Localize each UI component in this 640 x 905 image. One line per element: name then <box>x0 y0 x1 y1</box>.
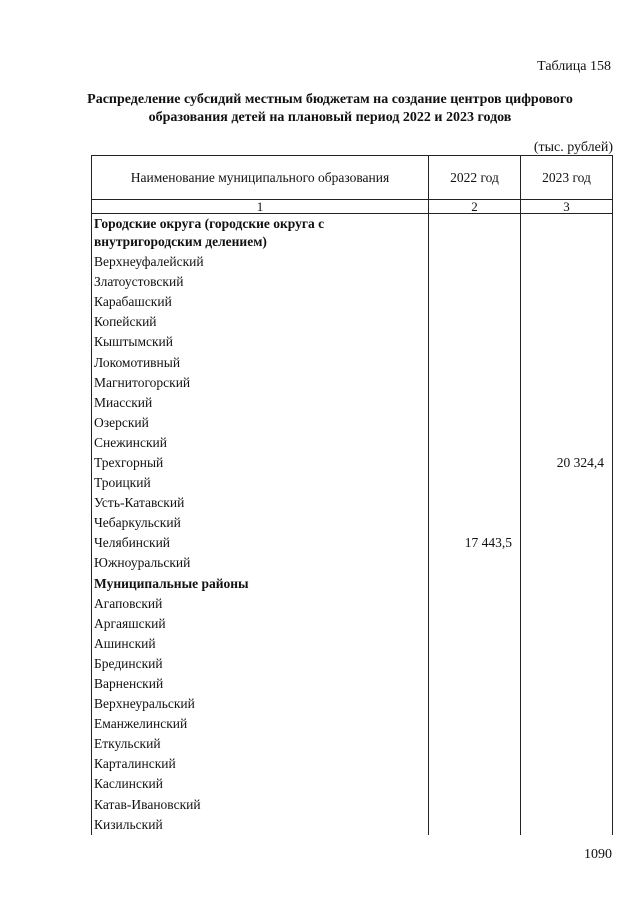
value-2023 <box>521 734 613 754</box>
value-2022 <box>429 513 521 533</box>
value-2022 <box>429 312 521 332</box>
value-2023 <box>521 714 613 734</box>
table-row <box>92 594 613 614</box>
value-2023 <box>521 332 613 352</box>
municipality-name: Муниципальные районы <box>92 574 429 594</box>
value-2023 <box>521 594 613 614</box>
municipality-name: Еткульский <box>92 734 429 754</box>
page-number: 1090 <box>584 847 612 862</box>
municipality-name: Кыштымский <box>92 332 429 352</box>
municipality-name: Верхнеуральский <box>92 694 429 714</box>
value-2022 <box>429 815 521 835</box>
municipality-name: Троицкий <box>92 473 429 493</box>
value-2022 <box>429 714 521 734</box>
document-title: Распределение субсидий местным бюджетам на создание центров цифрового образования детей на плановый период 2022 и 2023 годов <box>87 92 573 125</box>
value-2022 <box>429 292 521 312</box>
value-2022 <box>429 352 521 372</box>
column-header-name: Наименование муниципального образования <box>92 156 429 200</box>
municipality-name: Брединский <box>92 654 429 674</box>
value-2023 <box>521 433 613 453</box>
column-number: 3 <box>521 200 613 214</box>
value-2023: 20 324,4 <box>521 453 613 473</box>
units-label: (тыс. рублей) <box>533 140 613 155</box>
value-2022 <box>429 332 521 352</box>
value-2022 <box>429 393 521 413</box>
municipality-name: Каслинский <box>92 774 429 794</box>
table-label: Таблица 158 <box>537 59 611 74</box>
table-row <box>92 734 613 754</box>
municipality-name: Челябинский <box>92 533 429 553</box>
subsidy-table <box>91 155 613 835</box>
value-2022 <box>429 774 521 794</box>
value-2023 <box>521 493 613 513</box>
value-2023 <box>521 694 613 714</box>
section-row <box>92 214 613 253</box>
municipality-name: Локомотивный <box>92 352 429 372</box>
municipality-name: Усть-Катавский <box>92 493 429 513</box>
table-header-row <box>92 156 613 200</box>
table-row <box>92 654 613 674</box>
table-body <box>92 214 613 835</box>
section-row <box>92 574 613 594</box>
value-2022 <box>429 654 521 674</box>
table-row <box>92 473 613 493</box>
municipality-name: Ашинский <box>92 634 429 654</box>
table-row <box>92 292 613 312</box>
value-2022 <box>429 795 521 815</box>
value-2023 <box>521 373 613 393</box>
column-number: 2 <box>429 200 521 214</box>
value-2023 <box>521 774 613 794</box>
table-row <box>92 433 613 453</box>
value-2023 <box>521 413 613 433</box>
value-2023 <box>521 312 613 332</box>
value-2022 <box>429 373 521 393</box>
column-header-2022: 2022 год <box>429 156 521 200</box>
value-2023 <box>521 214 613 253</box>
table-row <box>92 312 613 332</box>
municipality-name: Златоустовский <box>92 272 429 292</box>
municipality-name: Снежинский <box>92 433 429 453</box>
municipality-name: Чебаркульский <box>92 513 429 533</box>
municipality-name: Миасский <box>92 393 429 413</box>
municipality-name: Копейский <box>92 312 429 332</box>
value-2022 <box>429 453 521 473</box>
municipality-name: Аргаяшский <box>92 614 429 634</box>
value-2022 <box>429 272 521 292</box>
table-row <box>92 453 613 473</box>
value-2022 <box>429 734 521 754</box>
value-2023 <box>521 574 613 594</box>
value-2023 <box>521 473 613 493</box>
table-row <box>92 373 613 393</box>
value-2023 <box>521 252 613 272</box>
table-row <box>92 332 613 352</box>
column-header-2023: 2023 год <box>521 156 613 200</box>
municipality-name: Магнитогорский <box>92 373 429 393</box>
value-2022 <box>429 553 521 573</box>
municipality-name: Катав-Ивановский <box>92 795 429 815</box>
value-2023 <box>521 393 613 413</box>
table-row <box>92 795 613 815</box>
table-row <box>92 694 613 714</box>
table-row <box>92 413 613 433</box>
value-2022 <box>429 694 521 714</box>
value-2023 <box>521 553 613 573</box>
value-2022 <box>429 574 521 594</box>
municipality-name: Городские округа (городские округа с внутригородским делением) <box>92 214 429 253</box>
table-row <box>92 533 613 553</box>
value-2023 <box>521 272 613 292</box>
column-number-row <box>92 200 613 214</box>
value-2022 <box>429 433 521 453</box>
table-row <box>92 774 613 794</box>
value-2023 <box>521 292 613 312</box>
table-row <box>92 493 613 513</box>
value-2023 <box>521 634 613 654</box>
value-2023 <box>521 815 613 835</box>
table-row <box>92 714 613 734</box>
municipality-name: Карталинский <box>92 754 429 774</box>
value-2022 <box>429 252 521 272</box>
municipality-name: Южноуральский <box>92 553 429 573</box>
municipality-name: Кизильский <box>92 815 429 835</box>
table-row <box>92 674 613 694</box>
municipality-name: Трехгорный <box>92 453 429 473</box>
table-row <box>92 352 613 372</box>
value-2023 <box>521 533 613 553</box>
municipality-name: Агаповский <box>92 594 429 614</box>
table-row <box>92 614 613 634</box>
table-row <box>92 634 613 654</box>
value-2023 <box>521 654 613 674</box>
value-2022 <box>429 493 521 513</box>
table-row <box>92 754 613 774</box>
value-2022 <box>429 674 521 694</box>
value-2022 <box>429 413 521 433</box>
municipality-name: Озерский <box>92 413 429 433</box>
value-2023 <box>521 674 613 694</box>
value-2022 <box>429 634 521 654</box>
table-row <box>92 815 613 835</box>
table-row <box>92 252 613 272</box>
municipality-name: Еманжелинский <box>92 714 429 734</box>
value-2022 <box>429 754 521 774</box>
value-2023 <box>521 614 613 634</box>
value-2023 <box>521 513 613 533</box>
column-number: 1 <box>92 200 429 214</box>
table-row <box>92 393 613 413</box>
value-2022: 17 443,5 <box>429 533 521 553</box>
municipality-name: Карабашский <box>92 292 429 312</box>
municipality-name: Варненский <box>92 674 429 694</box>
table-row <box>92 513 613 533</box>
value-2023 <box>521 352 613 372</box>
table-row <box>92 272 613 292</box>
value-2022 <box>429 594 521 614</box>
municipality-name: Верхнеуфалейский <box>92 252 429 272</box>
table-row <box>92 553 613 573</box>
value-2023 <box>521 754 613 774</box>
value-2022 <box>429 473 521 493</box>
value-2022 <box>429 614 521 634</box>
value-2022 <box>429 214 521 253</box>
value-2023 <box>521 795 613 815</box>
